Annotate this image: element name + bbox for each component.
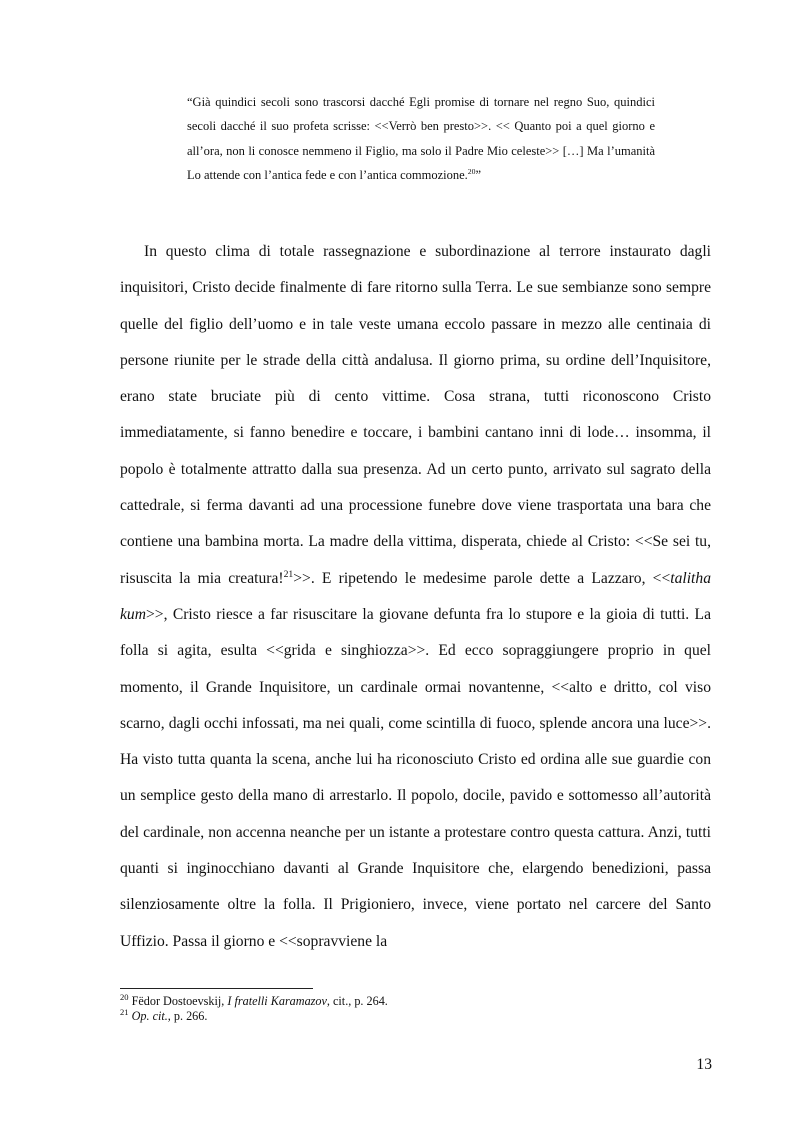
block-quote <box>187 90 655 187</box>
italic-phrase: talitha kum <box>120 569 711 623</box>
footnote-author: Fëdor Dostoevskij, <box>131 994 228 1008</box>
quote-body: “Già quindici secoli sono trascorsi dacché Egli promise di tornare nel regno Suo, quindici secoli dacché il suo profeta scrisse: <<Verrò ben presto>>. << Quanto poi a quel giorno e all’ora, non li conosce nemmeno il Figlio, ma solo il Padre Mio celeste>> […] Ma l’umanità Lo attende con l’antica fede e con l’antica commozione. <box>187 95 655 182</box>
footnotes <box>120 991 711 1024</box>
main-paragraph <box>120 234 711 960</box>
footnote-separator <box>120 988 313 989</box>
footnote-number: 20 <box>120 991 129 1002</box>
footnote-20 <box>120 991 711 1009</box>
footnote-rest: p. 266. <box>170 1009 208 1023</box>
paragraph-part-2: >>. E ripetendo le medesime parole dette a Lazzaro, << <box>293 569 671 587</box>
footnote-rest: , cit., p. 264. <box>326 994 388 1008</box>
footnote-ref-21[interactable]: 21 <box>283 568 294 580</box>
footnote-title: I fratelli Karamazov <box>227 994 327 1008</box>
quote-closing-mark: ” <box>475 167 482 182</box>
footnote-ref-20[interactable]: 20 <box>467 166 476 176</box>
paragraph-part-1: In questo clima di totale rassegnazione e subordinazione al terrore instaurato dagli inquisitori, Cristo decide finalmente di fare ritorno sulla Terra. Le sue sembianze sono sempre quelle del figlio dell’uomo e in tale veste umana eccolo passare in mezzo alle centinaia di persone riunite per le strade della città andalusa. Il giorno prima, su ordine dell’Inquisitore, erano state bruciate più di cento vittime. Cosa strana, tutti riconoscono Cristo immediatamente, si fanno benedire e toccare, i bambini cantano inni di lode… insomma, il popolo è totalmente attratto dalla sua presenza. Ad un certo punto, arrivato sul sagrato della cattedrale, si ferma davanti ad una processione funebre dove viene trasportata una bara che contiene una bambina morta. La madre della vittima, disperata, chiede al Cristo: <<Se sei tu, risuscita la mia creatura! <box>120 243 711 587</box>
paragraph-text <box>120 234 711 960</box>
footnote-21 <box>120 1006 711 1024</box>
quote-text <box>187 90 655 187</box>
page-number: 13 <box>696 1056 712 1073</box>
paragraph-part-3: >>, Cristo riesce a far risuscitare la giovane defunta fra lo stupore e la gioia di tutti. La folla si agita, esulta <<grida e singhiozza>>. Ed ecco sopraggiungere proprio in quel momento, il Grande Inquisitore, un cardinale ormai novantenne, <<alto e dritto, col viso scarno, dagli occhi infossati, ma nei quali, come scintilla di fuoco, splende ancora una luce>>. Ha visto tutta quanta la scena, anche lui ha riconosciuto Cristo ed ordina alle sue guardie con un semplice gesto della mano di arrestarlo. Il popolo, docile, pavido e sottomesso all’autorità del cardinale, non accenna neanche per un istante a protestare contro questa cattura. Anzi, tutti quanti si inginocchiano davanti al Grande Inquisitore che, elargendo benedizioni, passa silenziosamente oltre la folla. Il Prigioniero, invece, viene portato nel carcere del Santo Uffizio. Passa il giorno e <<sopravviene la <box>120 605 711 950</box>
footnote-number: 21 <box>120 1006 129 1017</box>
footnote-title: Op. cit., <box>131 1009 171 1023</box>
